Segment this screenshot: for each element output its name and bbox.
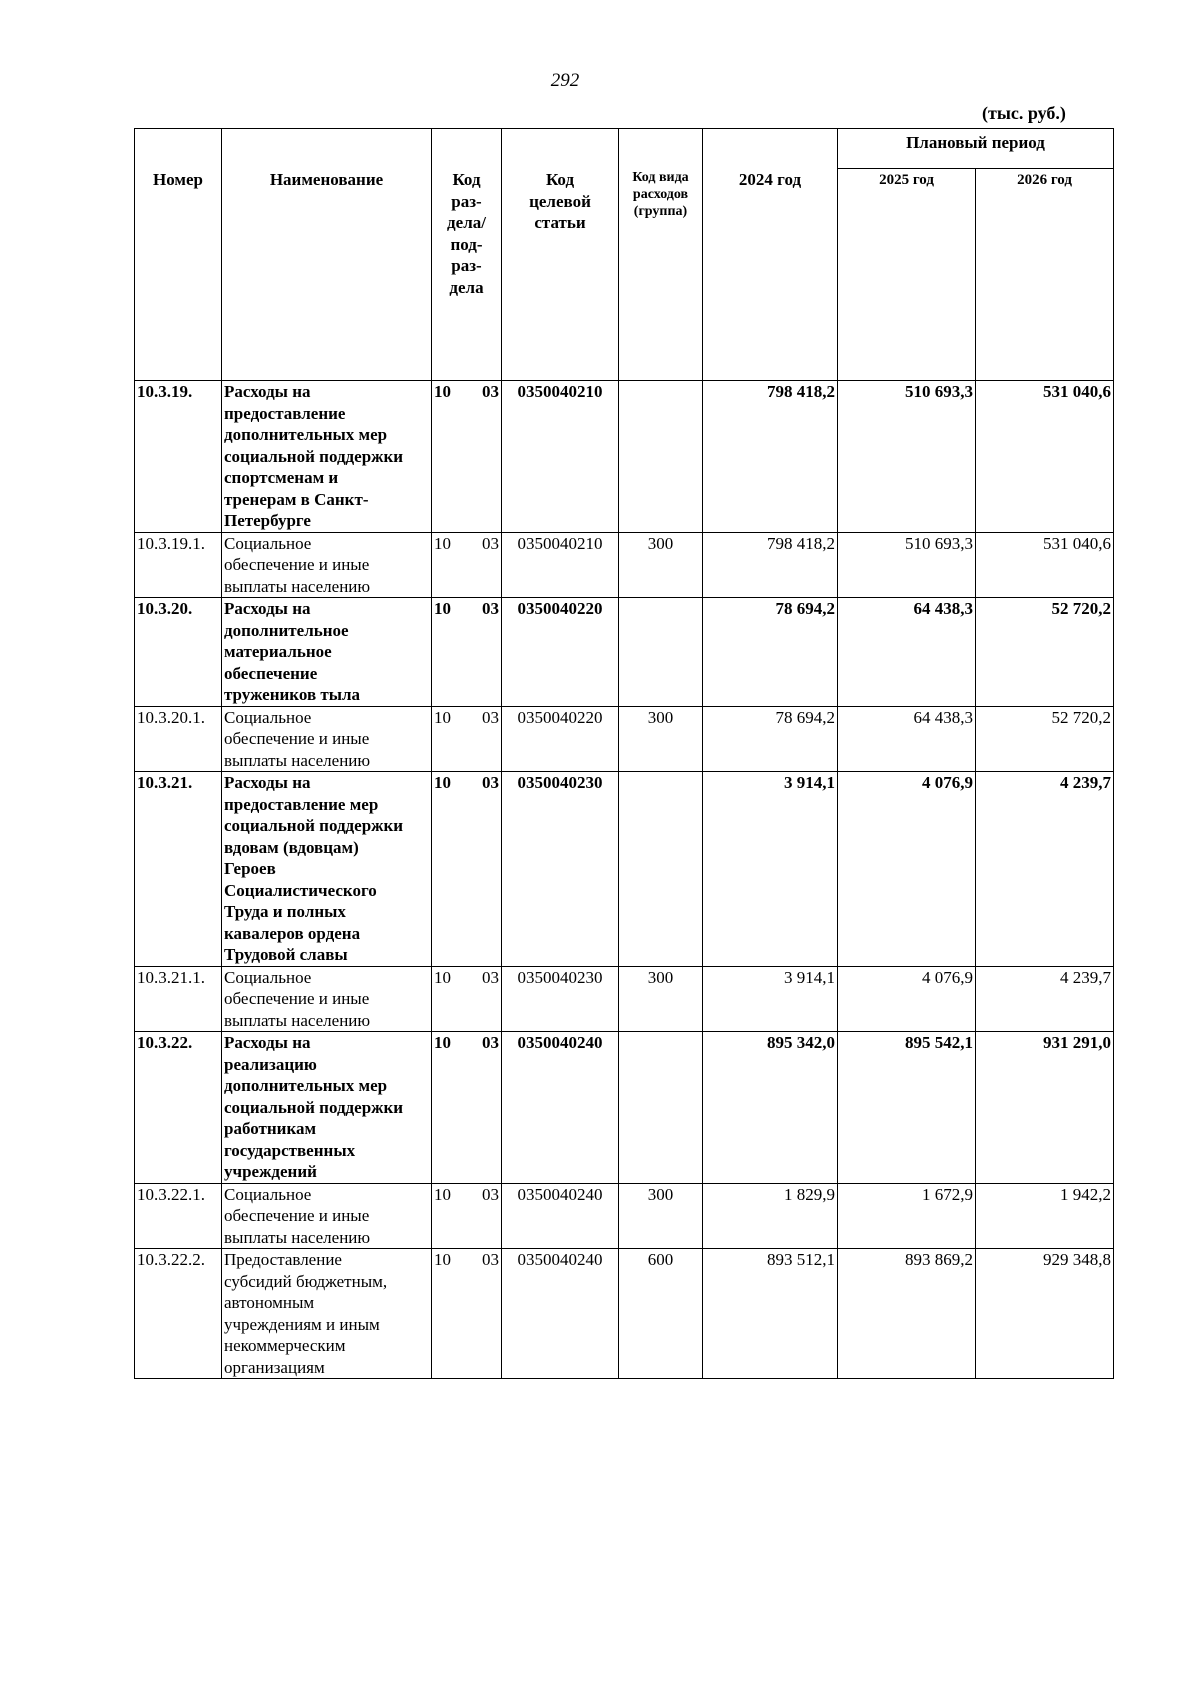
row-value-2025: 64 438,3 [838,598,976,707]
row-name-line: реализацию [224,1054,317,1074]
row-name-line: выплаты населению [224,1227,371,1247]
row-section-code [432,1032,502,1184]
section-code: 10 [434,1250,451,1269]
row-name-line: социальной поддержки [224,816,404,835]
row-number: 10.3.19. [135,381,222,533]
row-name-line: обеспечение и иные [224,1206,370,1225]
row-name-line: тренерам в Санкт- [224,489,369,509]
row-expense-type: 300 [619,706,703,772]
subsection-code: 03 [482,1184,499,1204]
row-name-line: Социальное [224,533,312,553]
row-name-line: социальной поддержки [224,1097,404,1117]
row-name-line: Расходы на [224,599,311,618]
row-target-code: 0350040230 [502,966,619,1032]
budget-table [134,128,1114,1379]
row-name [222,532,432,598]
row-name-line: предоставление мер [224,794,379,814]
row-name-line: дополнительных мер [224,425,388,444]
section-code: 10 [434,382,451,401]
row-section-code [432,966,502,1032]
row-name-line: учреждений [224,1162,317,1181]
row-value-2024: 3 914,1 [703,772,838,967]
row-section-code [432,532,502,598]
header-name: Наименование [222,129,432,381]
row-section-code [432,706,502,772]
row-target-code: 0350040240 [502,1032,619,1184]
row-number: 10.3.22.1. [135,1183,222,1249]
row-number: 10.3.21. [135,772,222,967]
section-code: 10 [434,707,451,727]
row-value-2024: 78 694,2 [703,598,838,707]
row-name-line: работникам [224,1119,317,1138]
row-value-2024: 78 694,2 [703,706,838,772]
units-label: (тыс. руб.) [982,103,1066,123]
row-name-line: обеспечение и иные [224,555,370,574]
row-name-line: обеспечение [224,663,318,683]
row-name [222,706,432,772]
row-section-code [432,381,502,533]
row-value-2026: 4 239,7 [976,772,1114,967]
subsection-code: 03 [482,967,499,987]
subsection-code: 03 [482,773,499,792]
row-name-line: материальное [224,642,332,661]
row-target-code: 0350040210 [502,381,619,533]
row-target-code: 0350040220 [502,598,619,707]
table-row [135,1249,1114,1379]
section-code: 10 [434,773,451,792]
row-expense-type: 600 [619,1249,703,1379]
section-code-pair [434,533,499,555]
row-number: 10.3.22. [135,1032,222,1184]
row-name [222,966,432,1032]
subsection-code: 03 [482,1250,499,1269]
row-expense-type [619,598,703,707]
subsection-code: 03 [482,1033,499,1052]
row-value-2025: 64 438,3 [838,706,976,772]
row-target-code: 0350040220 [502,706,619,772]
row-value-2024: 798 418,2 [703,532,838,598]
row-value-2026: 929 348,8 [976,1249,1114,1379]
header-expense-type: Код вида расходов (группа) [619,129,703,381]
row-expense-type: 300 [619,532,703,598]
section-code: 10 [434,1184,451,1204]
row-section-code [432,1249,502,1379]
table-body [135,381,1114,1379]
subsection-code: 03 [482,382,499,401]
header-year-2024: 2024 год [703,129,838,381]
header-section-code: Код раз- дела/ под- раз- дела [432,129,502,381]
row-expense-type [619,1032,703,1184]
row-name-line: спортсменам и [224,468,339,487]
row-name-line: государственных [224,1140,356,1160]
section-code-pair [434,967,499,989]
row-number: 10.3.20. [135,598,222,707]
section-code-pair [434,598,499,620]
header-number: Номер [135,129,222,381]
header-planning-period: Плановый период [838,129,1114,169]
row-name-line: Социалистического [224,880,377,900]
section-code-pair [434,1184,499,1206]
row-name-line: Предоставление [224,1250,342,1269]
row-name-line: выплаты населению [224,1010,371,1030]
row-section-code [432,1183,502,1249]
row-value-2025: 510 693,3 [838,381,976,533]
row-value-2026: 52 720,2 [976,706,1114,772]
row-name-line: автономным [224,1293,315,1312]
row-name-line: Расходы на [224,382,311,401]
table-row [135,706,1114,772]
row-name-line: социальной поддержки [224,446,404,466]
table-row [135,772,1114,967]
page-number: 292 [550,70,580,91]
row-name-line: Трудовой славы [224,945,348,964]
row-number: 10.3.21.1. [135,966,222,1032]
row-name [222,381,432,533]
row-name-line: Социальное [224,707,312,727]
row-number: 10.3.20.1. [135,706,222,772]
row-value-2024: 893 512,1 [703,1249,838,1379]
header-year-2026: 2026 год [976,169,1114,381]
row-name [222,1249,432,1379]
row-name-line: Героев [224,859,276,878]
row-value-2024: 895 342,0 [703,1032,838,1184]
row-value-2026: 531 040,6 [976,381,1114,533]
subsection-code: 03 [482,533,499,553]
row-name [222,598,432,707]
section-code-pair [434,1249,499,1271]
row-value-2025: 895 542,1 [838,1032,976,1184]
row-name [222,1183,432,1249]
row-name-line: некоммерческим [224,1336,346,1355]
row-name-line: дополнительное [224,620,349,640]
table-header [135,129,1114,381]
row-name-line: дополнительных мер [224,1076,388,1095]
row-name-line: выплаты населению [224,576,371,596]
section-code-pair [434,707,499,729]
row-value-2024: 798 418,2 [703,381,838,533]
row-expense-type: 300 [619,1183,703,1249]
row-value-2025: 510 693,3 [838,532,976,598]
row-name-line: кавалеров ордена [224,923,361,943]
row-value-2024: 1 829,9 [703,1183,838,1249]
row-name-line: обеспечение и иные [224,729,370,748]
section-code-pair [434,1032,499,1054]
row-name-line: учреждениям и иным [224,1314,380,1334]
row-name-line: Труда и полных [224,902,346,921]
row-number: 10.3.22.2. [135,1249,222,1379]
row-value-2026: 4 239,7 [976,966,1114,1032]
row-name-line: Социальное [224,1184,312,1204]
row-name-line: Социальное [224,967,312,987]
row-name-line: тружеников тыла [224,685,361,704]
table-row [135,1183,1114,1249]
row-target-code: 0350040230 [502,772,619,967]
row-name-line: Расходы на [224,773,311,792]
row-expense-type [619,772,703,967]
table-row [135,381,1114,533]
header-year-2025: 2025 год [838,169,976,381]
section-code-pair [434,772,499,794]
row-name-line: предоставление [224,403,346,423]
row-value-2025: 893 869,2 [838,1249,976,1379]
subsection-code: 03 [482,599,499,618]
row-value-2025: 1 672,9 [838,1183,976,1249]
section-code: 10 [434,1033,451,1052]
row-expense-type: 300 [619,966,703,1032]
row-value-2026: 931 291,0 [976,1032,1114,1184]
row-value-2026: 531 040,6 [976,532,1114,598]
subsection-code: 03 [482,707,499,727]
row-name-line: обеспечение и иные [224,989,370,1008]
table-row [135,532,1114,598]
row-value-2026: 52 720,2 [976,598,1114,707]
section-code: 10 [434,967,451,987]
row-name [222,772,432,967]
header-target-code: Код целевой статьи [502,129,619,381]
row-expense-type [619,381,703,533]
row-name-line: вдовам (вдовцам) [224,837,359,857]
row-target-code: 0350040240 [502,1183,619,1249]
row-value-2026: 1 942,2 [976,1183,1114,1249]
section-code: 10 [434,533,451,553]
table-row [135,1032,1114,1184]
section-code-pair [434,381,499,403]
row-name-line: выплаты населению [224,750,371,770]
section-code: 10 [434,599,451,618]
row-name-line: Расходы на [224,1033,311,1052]
row-name-line: Петербурге [224,511,311,530]
row-value-2025: 4 076,9 [838,966,976,1032]
row-section-code [432,772,502,967]
row-value-2025: 4 076,9 [838,772,976,967]
row-target-code: 0350040210 [502,532,619,598]
row-section-code [432,598,502,707]
row-name [222,1032,432,1184]
row-number: 10.3.19.1. [135,532,222,598]
row-target-code: 0350040240 [502,1249,619,1379]
row-name-line: организациям [224,1357,325,1377]
row-name-line: субсидий бюджетным, [224,1271,388,1291]
table-row [135,966,1114,1032]
table-row [135,598,1114,707]
row-value-2024: 3 914,1 [703,966,838,1032]
